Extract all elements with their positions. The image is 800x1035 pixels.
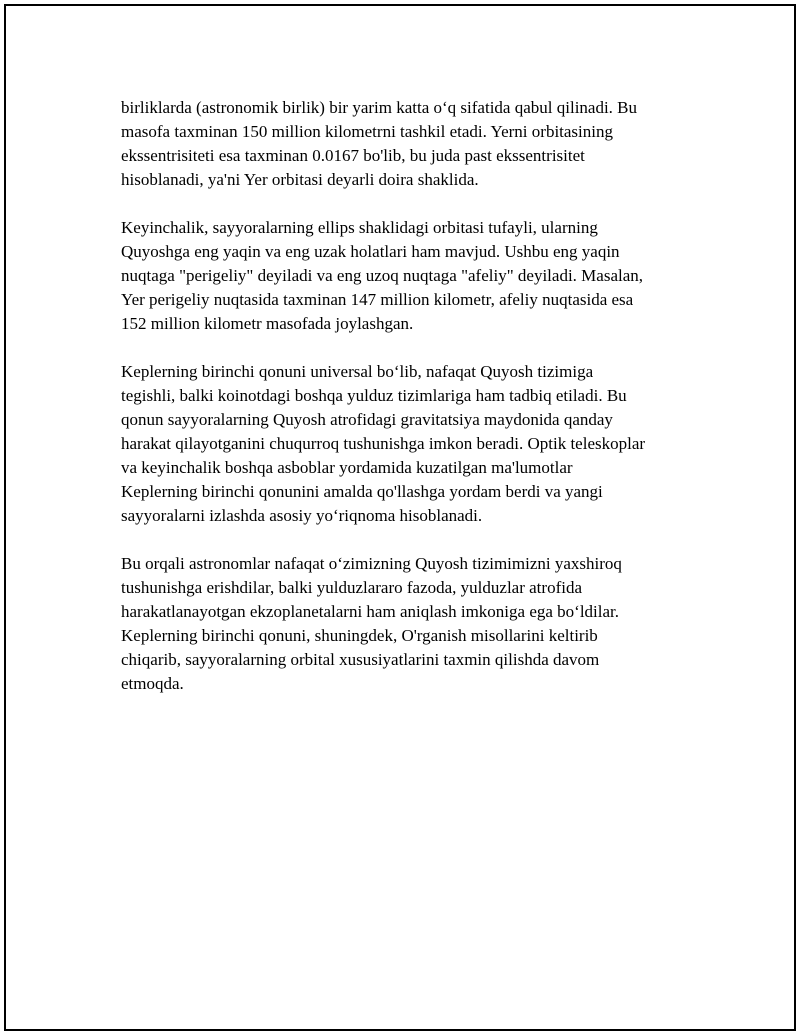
text-line: hisoblanadi, ya'ni Yer orbitasi deyarli doira shaklida. [121,170,479,189]
text-line: harakatlanayotgan ekzoplanetalarni ham aniqlash imkoniga ega bo‘ldilar. [121,602,620,621]
text-line: masofa taxminan 150 million kilometrni tashkil etadi. Yerni orbitasining [121,122,613,141]
text-line: chiqarib, sayyoralarning orbital xususiyatlarini taxmin qilishda davom [121,650,600,669]
text-line: Keplerning birinchi qonunini amalda qo'llashga yordam berdi va yangi [121,482,603,501]
page-frame [4,4,796,1031]
text-line: Keyinchalik, sayyoralarning ellips shaklidagi orbitasi tufayli, ularning [121,218,598,237]
text-line: birliklarda (astronomik birlik) bir yarim katta o‘q sifatida qabul qilinadi. Bu [121,98,638,117]
text-line: nuqtaga "perigeliy" deyiladi va eng uzoq nuqtaga "afeliy" deyiladi. Masalan, [121,266,644,285]
text-line: 152 million kilometr masofada joylashgan. [121,314,414,333]
text-column [121,96,711,720]
text-line: Yer perigeliy nuqtasida taxminan 147 million kilometr, afeliy nuqtasida esa [121,290,634,309]
text-line: Bu orqali astronomlar nafaqat o‘zimizning Quyosh tizimimizni yaxshiroq [121,554,622,573]
paragraph-2 [121,216,711,336]
text-line: Keplerning birinchi qonuni universal bo‘lib, nafaqat Quyosh tizimiga [121,362,594,381]
text-line: etmoqda. [121,674,184,693]
text-line: qonun sayyoralarning Quyosh atrofidagi gravitatsiya maydonida qanday [121,410,613,429]
paragraph-4 [121,552,711,696]
text-line: ekssentrisiteti esa taxminan 0.0167 bo'lib, bu juda past ekssentrisitet [121,146,585,165]
text-line: va keyinchalik boshqa asboblar yordamida kuzatilgan ma'lumotlar [121,458,573,477]
paragraph-1 [121,96,711,192]
text-line: sayyoralarni izlashda asosiy yo‘riqnoma hisoblanadi. [121,506,483,525]
text-line: Quyoshga eng yaqin va eng uzak holatlari ham mavjud. Ushbu eng yaqin [121,242,620,261]
text-line: tushunishga erishdilar, balki yulduzlararo fazoda, yulduzlar atrofida [121,578,582,597]
paragraph-3 [121,360,711,528]
text-line: harakat qilayotganini chuqurroq tushunishga imkon beradi. Optik teleskoplar [121,434,646,453]
text-line: Keplerning birinchi qonuni, shuningdek, O'rganish misollarini keltirib [121,626,598,645]
text-line: tegishli, balki koinotdagi boshqa yulduz tizimlariga ham tadbiq etiladi. Bu [121,386,627,405]
